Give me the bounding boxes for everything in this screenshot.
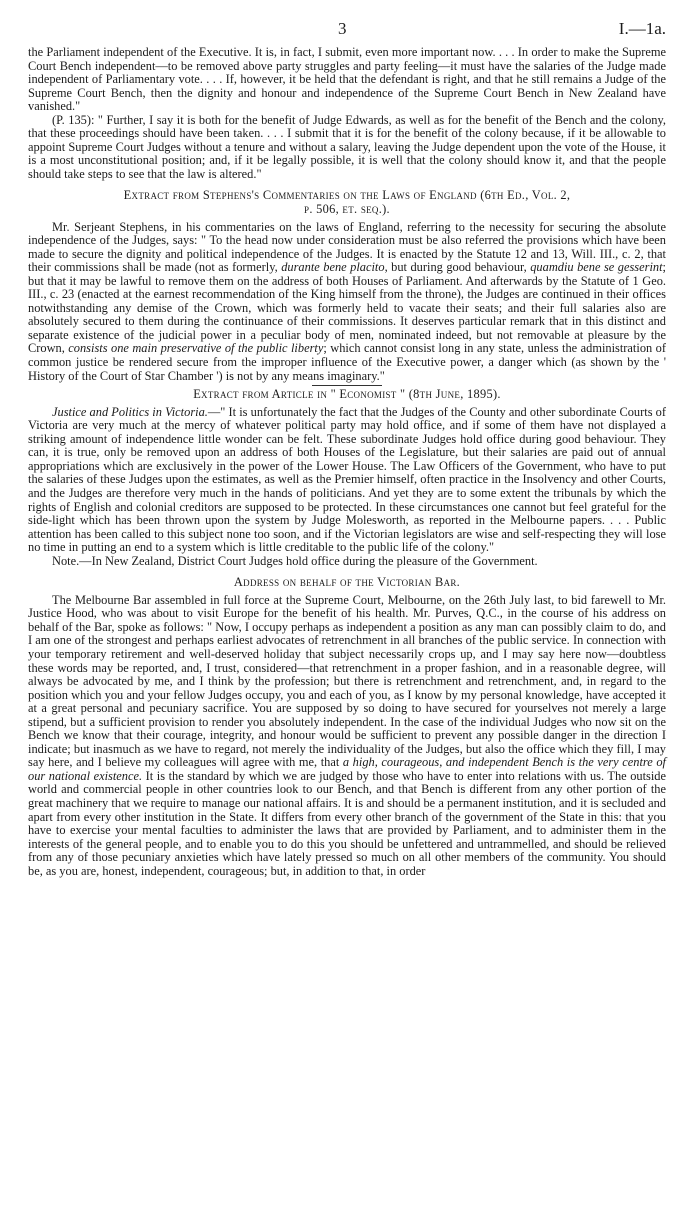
text-run: Mr. Serjeant Stephens, in his commentaries on the laws of England, referring to the necessity for securing the absolute independence of the Judges, says: " To the head now under consideration must be also referred the provisions which have been made to secure the dignity and political independence of the Judges. It is enacted by the Statute 12 and 13, Will. III., c. 2, that their commissions shall be made (not as formerly, <box>28 219 666 275</box>
stephens-paragraph <box>28 221 666 384</box>
stephens-heading-line1: Extract from Stephens's Commentaries on the Laws of England (6th Ed., Vol. 2, <box>123 188 571 203</box>
victorian-bar-heading: Address on behalf of the Victorian Bar. <box>233 575 461 590</box>
text-run: , but during good behaviour, <box>384 260 531 275</box>
economist-paragraph <box>28 406 666 555</box>
stephens-heading <box>28 189 666 216</box>
text-run: ; which cannot consist long in any state, unless the administration of common justice be rendered secure from the improper influence of the Executive power, a danger which (as shown by the ' History of the Court of Star Chamber ') is not by any means imaginary." <box>28 341 666 383</box>
italic-run: Justice and Politics in Victoria. <box>52 404 208 419</box>
economist-note: Note.—In New Zealand, District Court Judges hold office during the pleasure of the Government. <box>52 553 538 568</box>
stephens-heading-line2: p. 506, et. seq.). <box>304 202 390 217</box>
page-number: 3 <box>338 19 347 38</box>
page-header <box>28 19 666 46</box>
italic-run: consists one main preservative of the public liberty <box>68 341 324 356</box>
italic-run: a high, courageous, and independent Bench is the very centre of our national existence. <box>28 755 666 783</box>
text-run: The Melbourne Bar assembled in full force at the Supreme Court, Melbourne, on the 26th July last, to bid farewell to Mr. Justice Hood, who was about to visit Europe for the benefit of his health. Mr. Purves, Q.C., in the course of his address on behalf of the Bar, spoke as follows: " Now, I occupy perhaps as independent a position as any man can possibly claim to do, and I am one of the strongest and perhaps earliest advocates of retrenchment in all branches of the public service. In connection with your temporary retirement and well-deserved holiday that subject necessarily crops up, and I may say here now—doubtless these words may be reported, and, I trust, considered—that retrenchment in a proper fashion, and in a reasonable degree, will always be advocated by me, and I think by the profession; but there is retrenchment and retrenchment, and, in regard to the position which you and your fellow Judges occupy, you and each of you, as I know by my personal knowledge, have accepted it at a great personal and pecuniary sacrifice. You are supposed by so doing to have secured for yourselves not merely a large stipend, but a sufficient provision to render you absolutely independent. In the case of the individual Judges who now sit on the Bench we know that their courage, integrity, and honour would be sufficient to prevent any possible danger in the direction I indicate; but inasmuch as we have to regard, not merely the individuality of the Judges, but also the office which they fill, I may say here, and I believe my colleagues will agree with me, that <box>28 592 666 770</box>
victorian-bar-paragraph <box>28 594 666 878</box>
text-run: ; but that it may be lawful to remove them on the address of both Houses of Parliament. And afterwards by the Statute of 1 Geo. III., c. 23 (enacted at the earnest recommendation of the King himself from the throne), the Judges are continued in their offices notwithstanding any demise of the Crown, which was formerly held to vacate their seats; and their full salaries also are absolutely secured to them during the continuance of their commissions. It deserves particular remark that in this distinct and separate existence of the judicial power in a peculiar body of men, nominated indeed, but not removable at pleasure by the Crown, <box>28 260 666 356</box>
economist-heading: Extract from Article in " Economist " (8th June, 1895). <box>193 387 501 402</box>
intro-paragraph-p135: (P. 135): " Further, I say it is both for the benefit of Judge Edwards, as well as for the benefit of the Bench and the colony, that these proceedings should have been taken. . . . I submit that it is for the benefit of the colony because, if it be allowable to appoint Supreme Court Judges without a tenure and without a salary, leaving the Judge dependent upon the vote of the House, it is a most unconstitutional position; and, if it be legally possible, it is well that the colony should know it, and that the people should take steps to see that the law is altered." <box>28 112 666 181</box>
text-run: —" It is unfortunately the fact that the Judges of the County and other subordinate Courts of Victoria are very much at the mercy of whatever political party may hold office, and if some of them have not displayed a striking amount of independence little wonder can be felt. These subordinate Judges hold office during good behaviour. They can, it is true, only be removed upon an address of both Houses of the Legislature, but their salaries are paid out of annual appropriations which are exclusively in the power of the Lower House. The Law Officers of the Government, who have to put the salaries of these Judges upon the estimates, as well as the Premier himself, often practice in the Insolvency and other Courts, and the Judges are therefore very much in the hands of politicians. And yet they are to some extent the tribunals by which the rights of English and colonial creditors are supposed to be protected. In these circumstances one cannot but feel grateful for the side-light which has been thrown upon the system by Judge Molesworth, as reported in the Melbourne papers. . . . Public attention has been called to this subject none too soon, and if the Victorian legislators are wise and self-respecting they will lose no time in putting an end to a system which is little creditable to the public life of the colony." <box>28 404 666 555</box>
section-divider <box>312 385 382 386</box>
document-reference: I.—1a. <box>618 19 666 38</box>
italic-run: quamdiu bene se gesserint <box>530 260 663 275</box>
text-run: It is the standard by which we are judged by those who have to enter into relations with us. The outside world and commercial people in other countries look to our Bench, and that Bench is different from any other portion of the great machinery that we require to manage our national affairs. It is and should be a permanent institution, and it is secluded and apart from every other institution in the State. It differs from every other branch of the government of the State in this: that you have to exercise your mental faculties to administer the laws that are provided by Parliament, and to administer them in the interests of the general people, and to enable you to do this you should be unfettered and untrammelled, and should be relieved from any of those pecuniary anxieties which have lately pressed so much on all other members of the community. You should be, as you are, honest, independent, courageous; but, in addition to that, in order <box>28 768 666 878</box>
intro-paragraph: the Parliament independent of the Executive. It is, in fact, I submit, even more important now. . . . In order to make the Supreme Court Bench independent—to be removed above party struggles and party feeling—it must have the salaries of the Judge made independent of Parliamentary vote. . . . If, however, it be held that the defendant is right, and that he still remains a Judge of the Supreme Court Bench, then the dignity and honour and independence of the Supreme Court Bench in New Zealand have vanished." <box>28 45 666 114</box>
italic-run: durante bene placito <box>281 260 385 275</box>
